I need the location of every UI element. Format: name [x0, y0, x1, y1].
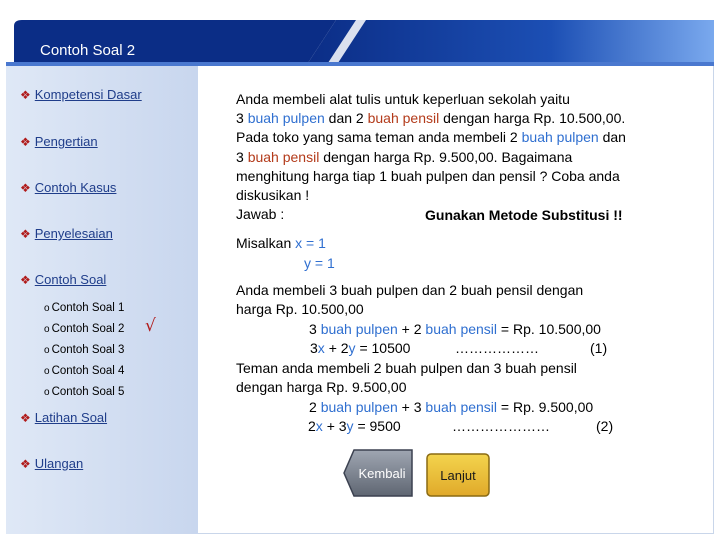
let-y-line: y = 1 [304, 255, 335, 271]
problem-line-1: Anda membeli alat tulis untuk keperluan sekolah yaitu [236, 91, 570, 107]
equation-1: 3x + 2y = 10500 [310, 340, 411, 356]
diamond-bullet-icon: ❖ [20, 457, 31, 471]
diamond-bullet-icon: ❖ [20, 411, 31, 425]
answer-label: Jawab : [236, 206, 285, 222]
sidebar-item-penyelesaian[interactable] [20, 226, 113, 241]
next-button[interactable] [426, 448, 490, 498]
header-bar [6, 6, 714, 66]
sidebar-item-label: Ulangan [34, 456, 84, 471]
sidebar-item-label: Penyelesaian [34, 226, 113, 241]
sidebar-item-contoh-soal[interactable] [20, 272, 106, 287]
next-button-label: Lanjut [440, 468, 476, 483]
diamond-bullet-icon: ❖ [20, 227, 31, 241]
sidebar-item-ulangan[interactable] [20, 456, 83, 471]
subitem-label: Contoh Soal 4 [51, 365, 125, 377]
subitem-label: Contoh Soal 5 [51, 386, 125, 398]
diamond-bullet-icon: ❖ [20, 273, 31, 287]
diamond-bullet-icon: ❖ [20, 181, 31, 195]
problem-line-4: 3 buah pensil dengan harga Rp. 9.500,00. Bagaimana [236, 149, 573, 165]
solution-line-1: Anda membeli 3 buah pulpen dan 2 buah pensil dengan [236, 282, 584, 298]
equation-1-dots: ……………… [455, 340, 539, 356]
equation-2-number: (2) [596, 418, 614, 434]
equation-words-2: 2 buah pulpen + 3 buah pensil = Rp. 9.500,00 [309, 399, 594, 415]
subitem-contoh-soal-4[interactable]: o Contoh Soal 4 [44, 365, 125, 377]
subitem-label: Contoh Soal 3 [51, 344, 125, 356]
let-x-line: Misalkan x = 1 [236, 235, 326, 251]
sidebar-item-kompetensi-dasar[interactable] [20, 87, 142, 102]
equation-1-number: (1) [590, 340, 608, 356]
sidebar-item-contoh-kasus[interactable] [20, 180, 116, 195]
page-title: Contoh Soal 2 [40, 42, 136, 59]
subitem-contoh-soal-5[interactable]: o Contoh Soal 5 [44, 386, 125, 398]
subitem-label: Contoh Soal 2 [51, 323, 125, 335]
diamond-bullet-icon: ❖ [20, 88, 31, 102]
sidebar-item-label: Latihan Soal [34, 410, 108, 425]
sidebar-item-label: Pengertian [34, 134, 98, 149]
checkmark-icon: √ [145, 316, 156, 336]
sidebar-item-label: Contoh Soal [34, 272, 107, 287]
subitem-contoh-soal-2[interactable]: o Contoh Soal 2 [44, 323, 125, 335]
solution-line-2: harga Rp. 10.500,00 [236, 301, 364, 317]
sidebar-item-label: Kompetensi Dasar [34, 87, 142, 102]
problem-line-6: diskusikan ! [236, 187, 310, 203]
back-button[interactable] [342, 448, 414, 498]
subitem-label: Contoh Soal 1 [51, 302, 125, 314]
equation-words-1: 3 buah pulpen + 2 buah pensil = Rp. 10.500,00 [309, 321, 601, 337]
sidebar-item-latihan-soal[interactable] [20, 410, 107, 425]
problem-line-3: Pada toko yang sama teman anda membeli 2 buah pulpen dan [236, 129, 626, 145]
subitem-contoh-soal-3[interactable]: o Contoh Soal 3 [44, 344, 125, 356]
sidebar-item-label: Contoh Kasus [34, 180, 117, 195]
equation-2-dots: ………………… [452, 418, 550, 434]
back-button-label: Kembali [358, 466, 406, 481]
problem-line-5: menghitung harga tiap 1 buah pulpen dan pensil ? Coba anda [236, 168, 620, 184]
solution-line-5: Teman anda membeli 2 buah pulpen dan 3 buah pensil [236, 360, 577, 376]
subitem-contoh-soal-1[interactable]: o Contoh Soal 1 [44, 302, 125, 314]
diamond-bullet-icon: ❖ [20, 135, 31, 149]
problem-line-2: 3 buah pulpen dan 2 buah pensil dengan harga Rp. 10.500,00. [236, 110, 626, 126]
equation-2: 2x + 3y = 9500 [308, 418, 401, 434]
method-hint: Gunakan Metode Substitusi !! [425, 207, 623, 223]
solution-line-6: dengan harga Rp. 9.500,00 [236, 379, 407, 395]
sidebar-item-pengertian[interactable] [20, 134, 98, 149]
